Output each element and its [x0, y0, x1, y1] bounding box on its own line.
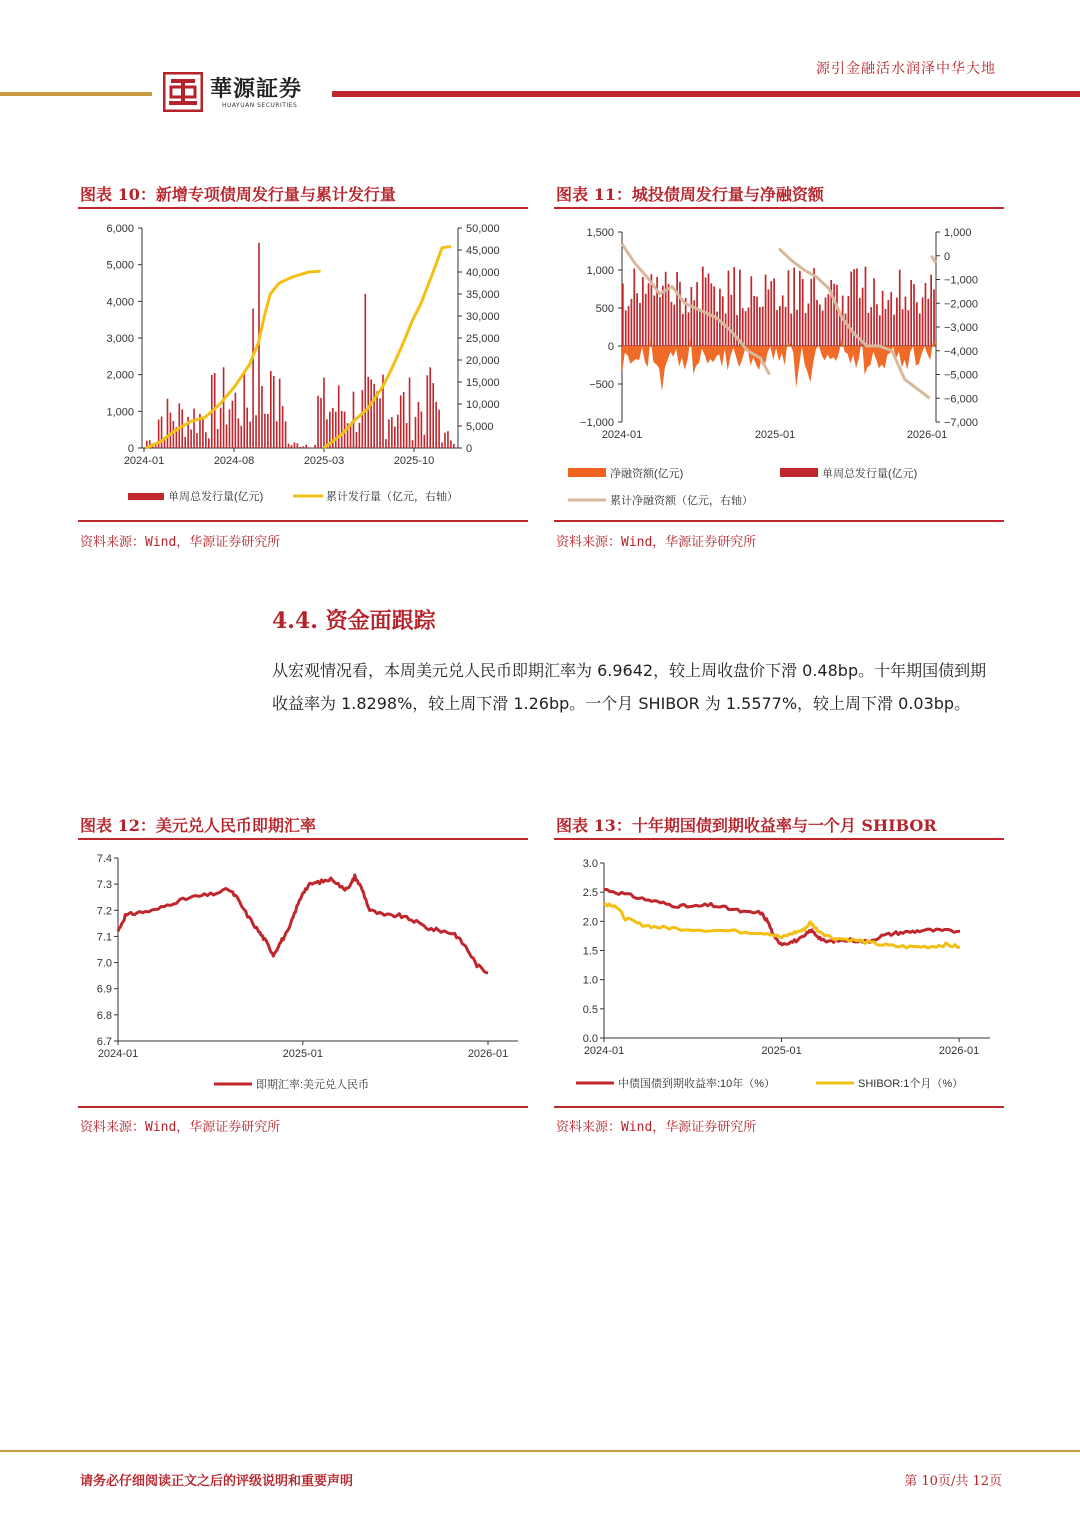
bar: [441, 442, 443, 448]
x-tick-label: 2026-01: [467, 1048, 509, 1060]
bar: [848, 296, 850, 346]
bar: [421, 412, 423, 448]
bar: [267, 414, 269, 448]
bar: [725, 314, 727, 346]
y-tick-label: 6.9: [96, 983, 112, 996]
bar: [444, 433, 446, 448]
figure-12-chart: [78, 845, 528, 1100]
bar: [285, 421, 287, 448]
company-logo-text: 華源証券: [210, 76, 303, 102]
y-tick-label: 2.0: [582, 916, 598, 929]
figure-12-title: 图表 12：美元兑人民币即期汇率: [80, 816, 316, 835]
header-slogan: 源引金融活水润泽中华大地: [816, 61, 996, 77]
bar: [850, 272, 852, 346]
bar: [246, 408, 248, 448]
bar: [426, 375, 428, 448]
bar: [202, 417, 204, 448]
bar: [335, 412, 337, 448]
section-paragraph: 从宏观情况看，本周美元兑人民币即期汇率为 6.9642，较上周收盘价下滑 0.48bp。十年期国债到期收益率为 1.8298%，较上周下滑 1.26bp。一个月 SHIBOR 为 1.5577%，较上周下滑 0.03bp。: [272, 661, 987, 713]
bar: [642, 277, 644, 346]
bar: [925, 283, 927, 346]
bar: [765, 275, 767, 346]
y-right-tick-label: −3,000: [944, 322, 978, 334]
bar: [282, 406, 284, 448]
legend-label-cum: 累计净融资额（亿元，右轴）: [610, 495, 753, 507]
bar: [708, 274, 710, 346]
figure-13-title: 图表 13：十年期国债到期收益率与一个月 SHIBOR: [556, 816, 937, 835]
bar: [173, 421, 175, 448]
figure-11-source: 资料来源：Wind，华源证券研究所: [556, 535, 757, 550]
bar: [323, 378, 325, 448]
figure-10-top-rule: [78, 207, 528, 209]
footer-page-number: 第 10页/共 12页: [904, 1474, 1002, 1489]
figure-11-title: 图表 11：城投债周发行量与净融资额: [556, 185, 824, 204]
x-tick-label: 2024-01: [601, 429, 643, 441]
bar: [308, 447, 310, 448]
bar: [276, 421, 278, 448]
figure-10-chart: [78, 212, 528, 512]
figure-13-top-rule: [554, 838, 1004, 840]
bar: [816, 300, 818, 346]
bar: [728, 271, 730, 346]
legend-swatch-net: [568, 468, 606, 477]
bar: [317, 396, 319, 448]
bar: [759, 307, 761, 346]
bar: [394, 426, 396, 448]
bar: [435, 402, 437, 448]
legend-label-0: 中债国债到期收益率:10年（%）: [618, 1078, 776, 1090]
y-right-tick-label: 40,000: [466, 267, 500, 279]
figure-12-bottom-rule: [78, 1106, 528, 1108]
bar: [294, 442, 296, 448]
bar: [341, 411, 343, 448]
y-right-tick-label: 1,000: [944, 227, 972, 239]
bar: [919, 314, 921, 346]
y-right-tick-label: 20,000: [466, 355, 500, 367]
y-tick-label: 0.5: [582, 1003, 598, 1016]
figure-11-bottom-rule: [554, 520, 1004, 522]
bar: [770, 281, 772, 346]
y-right-tick-label: 25,000: [466, 333, 500, 345]
figure-10-title: 图表 10：新增专项债周发行量与累计发行量: [80, 185, 396, 204]
figure-12-top-rule: [78, 838, 528, 840]
cumulative-net-line-2: [931, 256, 936, 263]
bar: [822, 311, 824, 346]
figure-11-chart: [554, 212, 1004, 512]
y-left-tick-label: 6,000: [106, 223, 134, 235]
header-left-rule: [0, 92, 152, 96]
bar: [453, 444, 455, 448]
bar: [653, 295, 655, 346]
series-line-0: [118, 875, 488, 973]
bar: [238, 418, 240, 448]
bar: [870, 307, 872, 346]
y-tick-label: 7.3: [96, 879, 112, 892]
y-right-tick-label: −7,000: [944, 417, 978, 429]
bar: [671, 302, 673, 346]
bar: [916, 302, 918, 346]
bar: [178, 403, 180, 448]
bar: [907, 310, 909, 346]
bar: [793, 268, 795, 346]
bar: [933, 289, 935, 346]
y-right-tick-label: 50,000: [466, 223, 500, 235]
bar: [232, 401, 234, 448]
y-right-tick-label: 10,000: [466, 399, 500, 411]
bar: [305, 445, 307, 448]
bar: [270, 371, 272, 448]
y-tick-label: 7.1: [96, 931, 112, 944]
series-line-1: [604, 904, 960, 948]
bar: [249, 422, 251, 448]
bar: [300, 447, 302, 448]
bar: [802, 279, 804, 346]
y-left-tick-label: 0: [127, 443, 134, 455]
bar: [397, 415, 399, 448]
bar: [364, 294, 366, 448]
bar: [905, 297, 907, 346]
bar: [625, 310, 627, 346]
bar: [362, 390, 364, 448]
bar: [196, 433, 198, 448]
bar: [302, 446, 304, 448]
bar: [768, 290, 770, 346]
bar: [418, 402, 420, 448]
y-left-tick-label: 5,000: [106, 259, 134, 272]
x-tick-label: 2025-10: [393, 455, 435, 467]
x-tick-label: 2024-01: [583, 1045, 625, 1057]
y-right-tick-label: 30,000: [466, 311, 500, 323]
bar: [691, 287, 693, 346]
bar: [699, 311, 701, 346]
bar: [682, 314, 684, 346]
bar: [882, 291, 884, 346]
y-tick-label: 6.8: [96, 1009, 112, 1022]
bar: [668, 284, 670, 346]
bar: [796, 310, 798, 346]
bar: [833, 284, 835, 346]
bar: [810, 279, 812, 346]
y-left-tick-label: 1,000: [106, 406, 134, 419]
bar: [776, 310, 778, 346]
figure-10-source: 资料来源：Wind，华源证券研究所: [80, 535, 281, 550]
bar: [885, 309, 887, 346]
footer-disclaimer: 请务必仔细阅读正文之后的评级说明和重要声明: [80, 1474, 354, 1489]
bar: [370, 379, 372, 448]
bar: [184, 437, 186, 448]
bar: [785, 307, 787, 346]
bar: [273, 376, 275, 448]
bar: [170, 413, 172, 448]
bar: [836, 285, 838, 346]
bar: [922, 297, 924, 346]
bar: [438, 410, 440, 448]
bar: [367, 377, 369, 448]
bar: [193, 409, 195, 448]
y-tick-label: 0.0: [582, 1033, 598, 1045]
bar: [890, 292, 892, 346]
figure-13-bottom-rule: [554, 1106, 1004, 1108]
bar: [424, 435, 426, 448]
bar: [633, 269, 635, 346]
bar: [406, 423, 408, 448]
bar: [243, 372, 245, 448]
y-left-tick-label: 0: [607, 341, 614, 353]
bar: [409, 378, 411, 448]
bar: [790, 314, 792, 346]
y-tick-label: 6.7: [96, 1036, 112, 1048]
bar: [288, 444, 290, 448]
y-right-tick-label: 0: [944, 250, 951, 263]
bar: [719, 289, 721, 346]
bar: [412, 440, 414, 448]
bar: [676, 272, 678, 346]
bar: [782, 295, 784, 346]
bar: [813, 268, 815, 346]
bar: [240, 426, 242, 448]
figure-12-source: 资料来源：Wind，华源证券研究所: [80, 1120, 281, 1135]
y-left-tick-label: 1,500: [586, 227, 614, 239]
bar: [662, 286, 664, 346]
y-tick-label: 7.4: [96, 853, 112, 865]
bar: [862, 288, 864, 346]
bar: [899, 270, 901, 346]
legend-label-0: 即期汇率:美元兑人民币: [256, 1079, 370, 1091]
bar: [400, 395, 402, 448]
bar: [385, 439, 387, 448]
y-right-tick-label: 45,000: [466, 245, 500, 257]
bar: [659, 297, 661, 346]
bar: [291, 445, 293, 448]
y-left-tick-label: −1,000: [580, 417, 614, 429]
bar: [261, 386, 263, 448]
bar: [320, 398, 322, 448]
y-left-tick-label: 500: [595, 303, 614, 315]
legend-swatch-bars: [128, 493, 164, 500]
bar: [779, 306, 781, 346]
bar: [161, 417, 163, 448]
cumulative-line-2024: [146, 271, 321, 448]
section-title: 4.4. 资金面跟踪: [272, 608, 436, 634]
legend-label-1: SHIBOR:1个月（%）: [858, 1078, 964, 1090]
x-tick-label: 2025-01: [282, 1048, 323, 1060]
y-left-tick-label: −500: [589, 379, 614, 391]
bar: [753, 296, 755, 346]
y-left-tick-label: 4,000: [106, 296, 134, 309]
bar: [893, 315, 895, 346]
bar: [736, 315, 738, 346]
bar: [902, 309, 904, 346]
bar: [805, 313, 807, 346]
x-tick-label: 2026-01: [906, 429, 948, 441]
company-logo-icon: [163, 72, 203, 112]
figure-11-top-rule: [554, 207, 1004, 209]
bar: [279, 379, 281, 448]
bar: [235, 393, 237, 448]
bar: [181, 409, 183, 448]
y-tick-label: 7.2: [96, 905, 112, 918]
bar: [730, 295, 732, 346]
bar: [879, 315, 881, 346]
x-tick-label: 2026-01: [938, 1045, 980, 1057]
bar: [217, 429, 219, 448]
bar: [867, 313, 869, 346]
bar: [229, 409, 231, 448]
bar: [930, 275, 932, 346]
bar: [873, 278, 875, 346]
bar: [665, 272, 667, 346]
bar: [645, 294, 647, 346]
bar: [756, 297, 758, 346]
legend-label-line: 累计发行量（亿元，右轴）: [326, 491, 458, 503]
y-right-tick-label: −1,000: [944, 274, 978, 287]
bar: [391, 417, 393, 448]
bar: [376, 391, 378, 448]
x-tick-label: 2024-01: [97, 1048, 139, 1060]
bar: [388, 419, 390, 448]
bar: [876, 304, 878, 346]
bar: [819, 305, 821, 346]
bar: [252, 309, 254, 448]
bar: [636, 293, 638, 346]
figure-13-source: 资料来源：Wind，华源证券研究所: [556, 1120, 757, 1135]
bar: [702, 267, 704, 346]
y-right-tick-label: 15,000: [466, 377, 500, 389]
bar: [910, 280, 912, 346]
y-right-tick-label: 5,000: [466, 421, 494, 433]
bar: [205, 432, 207, 448]
figure-10-bottom-rule: [78, 520, 528, 522]
bar: [927, 299, 929, 346]
y-tick-label: 1.5: [582, 945, 598, 958]
bar: [220, 408, 222, 448]
bar: [673, 305, 675, 346]
bar: [865, 267, 867, 346]
y-right-tick-label: −2,000: [944, 298, 978, 311]
y-right-tick-label: 35,000: [466, 289, 500, 301]
footer-rule: [0, 1450, 1080, 1452]
bar: [190, 429, 192, 448]
bar: [748, 307, 750, 346]
figure-13-chart: [554, 845, 1004, 1100]
bar: [825, 297, 827, 346]
bar: [415, 417, 417, 448]
x-tick-label: 2024-08: [213, 455, 255, 467]
bar: [696, 282, 698, 346]
y-tick-label: 7.0: [96, 957, 112, 970]
bar: [255, 415, 257, 448]
bar: [913, 284, 915, 346]
bar: [739, 270, 741, 346]
bar: [350, 425, 352, 448]
legend-label-net: 净融资额(亿元): [610, 468, 684, 480]
bar: [745, 311, 747, 346]
cumulative-line-2025: [324, 246, 451, 448]
bar: [845, 314, 847, 346]
y-tick-label: 3.0: [582, 858, 598, 870]
bar: [750, 276, 752, 346]
company-logo-subtitle: HUAYUAN SECURITIES: [222, 102, 298, 109]
legend-label-bars: 单周总发行量(亿元): [168, 491, 264, 503]
bar: [679, 282, 681, 346]
bar: [799, 271, 801, 346]
bar: [226, 425, 228, 448]
bar: [773, 278, 775, 346]
bar: [622, 283, 624, 346]
legend-label-bars: 单周总发行量(亿元): [822, 468, 918, 480]
bar: [742, 308, 744, 346]
x-tick-label: 2025-01: [761, 1045, 802, 1057]
legend-swatch-bars: [780, 468, 818, 477]
bar: [264, 414, 266, 448]
bar: [450, 440, 452, 448]
bar: [403, 392, 405, 448]
x-tick-label: 2025-03: [303, 455, 345, 467]
bar: [379, 398, 381, 448]
bar: [762, 307, 764, 346]
bar: [828, 294, 830, 346]
bar: [208, 438, 210, 448]
y-tick-label: 2.5: [582, 887, 598, 900]
y-tick-label: 1.0: [582, 974, 598, 987]
x-tick-label: 2025-01: [754, 429, 796, 441]
bar: [297, 443, 299, 448]
bar: [639, 303, 641, 346]
bar: [808, 303, 810, 346]
y-left-tick-label: 1,000: [586, 265, 614, 277]
bar: [373, 384, 375, 448]
bar: [432, 383, 434, 448]
bar: [628, 306, 630, 346]
header-right-rule: [332, 91, 1080, 97]
bar: [896, 298, 898, 346]
y-left-tick-label: 3,000: [106, 333, 134, 345]
y-right-tick-label: −6,000: [944, 393, 978, 406]
y-right-tick-label: 0: [466, 443, 473, 455]
bar: [788, 270, 790, 346]
y-left-tick-label: 2,000: [106, 369, 134, 382]
bar: [356, 432, 358, 448]
bar: [167, 399, 169, 448]
x-tick-label: 2024-01: [123, 455, 165, 467]
bar: [688, 312, 690, 346]
bar: [447, 431, 449, 448]
y-right-tick-label: −5,000: [944, 369, 978, 382]
bar: [887, 300, 889, 346]
bar: [359, 423, 361, 448]
bar: [631, 299, 633, 346]
bar: [223, 367, 225, 448]
y-right-tick-label: −4,000: [944, 345, 978, 358]
bar: [314, 445, 316, 448]
bar: [648, 283, 650, 346]
bar: [429, 367, 431, 448]
